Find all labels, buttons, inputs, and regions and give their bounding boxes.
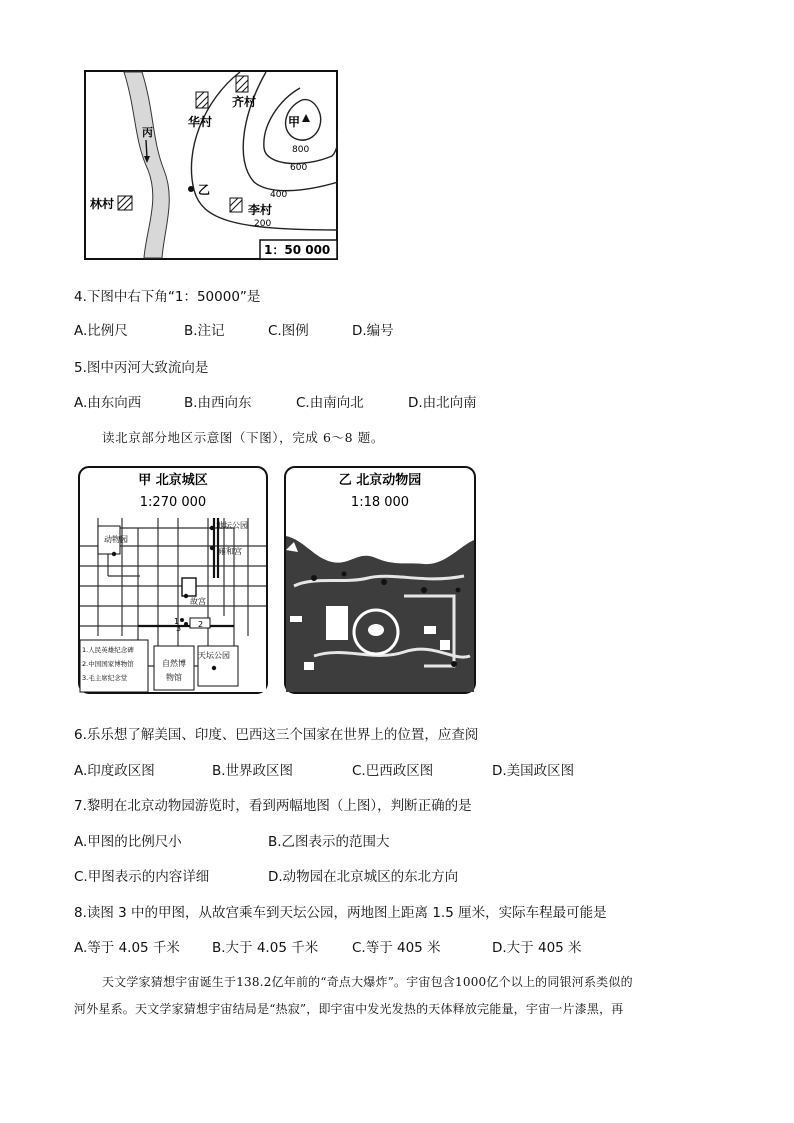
qicun-label: 齐村 xyxy=(232,95,257,109)
option-c[interactable]: C.等于 405 米 xyxy=(352,940,441,956)
option-d[interactable]: D.由北向南 xyxy=(408,395,477,411)
option-d[interactable]: D.美国政区图 xyxy=(492,763,575,779)
option-b[interactable]: B.由西向东 xyxy=(184,395,252,411)
marker-1: 1 xyxy=(174,617,180,626)
contour-map xyxy=(84,70,338,260)
legend-item: 1.人民英雄纪念碑 xyxy=(82,646,134,654)
huacun-label: 华村 xyxy=(188,115,213,129)
legend-item: 2.中国国家博物馆 xyxy=(82,660,134,668)
legend-item: 3.毛主席纪念堂 xyxy=(82,674,128,682)
option-a[interactable]: A.甲图的比例尺小 xyxy=(74,834,182,850)
scale-label: 1：50 000 xyxy=(264,243,331,257)
option-c[interactable]: C.由南向北 xyxy=(296,395,364,411)
option-a[interactable]: A.由东向西 xyxy=(74,395,142,411)
option-c[interactable]: C.图例 xyxy=(268,323,309,339)
marker-3: 3 xyxy=(176,624,182,633)
question-6-stem: 6.乐乐想了解美国、印度、巴西这三个国家在世界上的位置，应查阅 xyxy=(74,727,479,743)
option-c[interactable]: C.巴西政区图 xyxy=(352,763,434,779)
map-jia-scale: 1:270 000 xyxy=(139,495,207,510)
question-4-stem: 4.下图中右下角“1：50000”是 xyxy=(74,289,261,305)
option-c[interactable]: C.甲图表示的内容详细 xyxy=(74,869,210,885)
yonghe-label: 雍和宫 xyxy=(218,547,242,556)
contour-label: 600 xyxy=(290,163,308,173)
option-a[interactable]: A.等于 4.05 千米 xyxy=(74,940,180,956)
contour-label: 400 xyxy=(270,190,288,200)
peak-label: 甲 xyxy=(288,115,301,129)
option-a[interactable]: A.印度政区图 xyxy=(74,763,155,779)
option-b[interactable]: B.注记 xyxy=(184,323,225,339)
marker-2: 2 xyxy=(198,620,204,629)
option-a[interactable]: A.比例尺 xyxy=(74,323,128,339)
beijing-zoo-map xyxy=(284,466,476,694)
map-yi-scale: 1:18 000 xyxy=(350,495,410,510)
museum-label: 自然博 xyxy=(162,659,186,668)
map-yi-title: 乙 北京动物园 xyxy=(338,473,422,488)
intro-6-8: 读北京部分地区示意图（下图），完成 6～8 题。 xyxy=(102,430,385,445)
tiantan-label: 天坛公园 xyxy=(198,651,230,660)
point-label: 乙 xyxy=(198,183,211,197)
zoo-label: 动物园 xyxy=(104,535,128,544)
contour-label: 200 xyxy=(254,219,272,229)
river-label: 丙 xyxy=(142,126,153,139)
option-d[interactable]: D.编号 xyxy=(352,323,394,339)
reading-paragraph-line1: 天文学家猜想宇宙诞生于138.2亿年前的“奇点大爆炸”。宇宙包含1000亿个以上的同银河系类似的 xyxy=(102,975,633,989)
ditan-label: 地坛公园 xyxy=(216,521,248,530)
museum-label: 物馆 xyxy=(166,673,182,682)
question-7-stem: 7.黎明在北京动物园游览时，看到两幅地图（上图），判断正确的是 xyxy=(74,798,472,814)
reading-paragraph-line2: 河外星系。天文学家猜想宇宙结局是“热寂”，即宇宙中发光发热的天体释放完能量，宇宙一片漆黑，再 xyxy=(74,1002,624,1016)
gugong-label: 故宫 xyxy=(190,597,206,606)
option-d[interactable]: D.大于 405 米 xyxy=(492,940,582,956)
beijing-city-map xyxy=(78,466,268,694)
question-5-stem: 5.图中丙河大致流向是 xyxy=(74,360,209,376)
option-b[interactable]: B.乙图表示的范围大 xyxy=(268,834,390,850)
licun-label: 李村 xyxy=(248,203,273,217)
option-d[interactable]: D.动物园在北京城区的东北方向 xyxy=(268,869,459,885)
lincun-label: 林村 xyxy=(90,197,115,211)
question-8-stem: 8.读图 3 中的甲图，从故宫乘车到天坛公园，两地图上距离 1.5 厘米，实际车程最可能是 xyxy=(74,905,607,921)
map-jia-title: 甲 北京城区 xyxy=(138,473,208,488)
contour-label: 800 xyxy=(292,145,310,155)
option-b[interactable]: B.世界政区图 xyxy=(212,763,294,779)
option-b[interactable]: B.大于 4.05 千米 xyxy=(212,940,319,956)
